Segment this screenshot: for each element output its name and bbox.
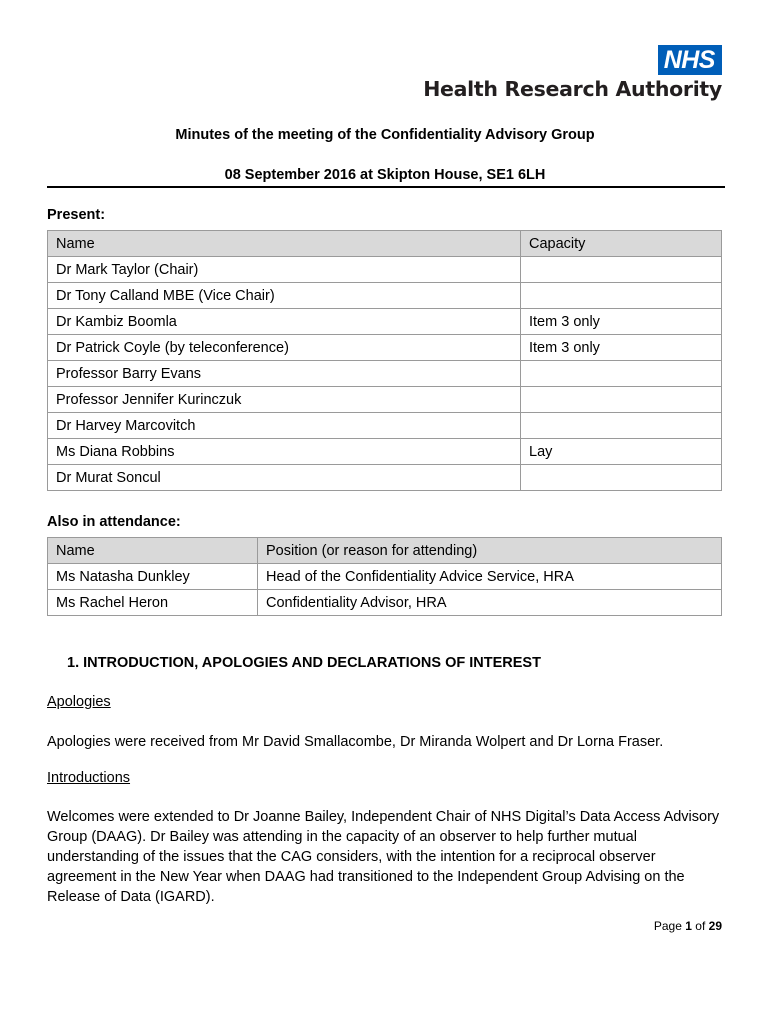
introductions-text: Welcomes were extended to Dr Joanne Bailey, Independent Chair of NHS Digital’s Data Access Advisory Group (DAAG). Dr Bailey was attending in the capacity of an observer to help further mutual understanding of the issues that the CAG considers, with the intention for a reciprocal observer agreement in the New Year when DAAG had transitioned to the Independent Group Advising on the Release of Data (IGARD). xyxy=(47,809,720,905)
section-heading: 1. INTRODUCTION, APOLOGIES AND DECLARATIONS OF INTEREST xyxy=(67,655,541,671)
table-row xyxy=(48,361,722,387)
document-title: Minutes of the meeting of the Confidentiality Advisory Group xyxy=(175,127,595,143)
column-header-position: Position (or reason for attending) xyxy=(258,538,722,564)
table-row xyxy=(48,413,722,439)
attendee-name: Ms Diana Robbins xyxy=(48,439,521,465)
table-header-row xyxy=(48,231,722,257)
column-header-capacity: Capacity xyxy=(521,231,722,257)
attendee-position: Head of the Confidentiality Advice Service, HRA xyxy=(258,564,722,590)
attendee-name: Dr Mark Taylor (Chair) xyxy=(48,257,521,283)
header-rule xyxy=(47,186,725,188)
attendee-capacity xyxy=(521,413,722,439)
present-label: Present: xyxy=(47,207,106,223)
attendee-name: Dr Murat Soncul xyxy=(48,465,521,491)
attendee-capacity xyxy=(521,465,722,491)
table-row xyxy=(48,283,722,309)
page-current: 1 xyxy=(685,919,692,933)
attendee-capacity xyxy=(521,387,722,413)
apologies-text: Apologies were received from Mr David Smallacombe, Dr Miranda Wolpert and Dr Lorna Fraser. xyxy=(47,734,664,750)
attendee-capacity: Lay xyxy=(521,439,722,465)
attendee-capacity xyxy=(521,257,722,283)
attendee-name: Dr Harvey Marcovitch xyxy=(48,413,521,439)
attendee-position: Confidentiality Advisor, HRA xyxy=(258,590,722,616)
column-header-name: Name xyxy=(48,538,258,564)
column-header-name: Name xyxy=(48,231,521,257)
table-header-row xyxy=(48,538,722,564)
attendee-name: Professor Barry Evans xyxy=(48,361,521,387)
apologies-heading: Apologies xyxy=(47,694,111,710)
attendee-name: Professor Jennifer Kurinczuk xyxy=(48,387,521,413)
attendee-name: Ms Rachel Heron xyxy=(48,590,258,616)
introductions-heading: Introductions xyxy=(47,770,131,786)
attendee-capacity xyxy=(521,361,722,387)
attendee-capacity: Item 3 only xyxy=(521,335,722,361)
nhs-badge: NHS xyxy=(658,45,722,75)
page-total: 29 xyxy=(708,919,722,933)
attendance-table xyxy=(47,537,722,616)
table-row xyxy=(48,335,722,361)
attendee-name: Dr Tony Calland MBE (Vice Chair) xyxy=(48,283,521,309)
table-row xyxy=(48,387,722,413)
table-row xyxy=(48,465,722,491)
org-name: Health Research Authority xyxy=(423,77,722,101)
present-table xyxy=(47,230,722,491)
attendee-capacity: Item 3 only xyxy=(521,309,722,335)
table-row xyxy=(48,564,722,590)
attendee-name: Ms Natasha Dunkley xyxy=(48,564,258,590)
table-row xyxy=(48,257,722,283)
page-number xyxy=(654,919,722,933)
attendance-label: Also in attendance: xyxy=(47,514,181,530)
table-row xyxy=(48,590,722,616)
attendee-name: Dr Patrick Coyle (by teleconference) xyxy=(48,335,521,361)
table-row xyxy=(48,309,722,335)
meeting-date-location: 08 September 2016 at Skipton House, SE1 6LH xyxy=(224,167,546,183)
attendee-capacity xyxy=(521,283,722,309)
attendee-name: Dr Kambiz Boomla xyxy=(48,309,521,335)
page-prefix: Page xyxy=(653,919,682,933)
page-of: of xyxy=(695,919,706,933)
hra-logo xyxy=(423,45,722,101)
table-row xyxy=(48,439,722,465)
